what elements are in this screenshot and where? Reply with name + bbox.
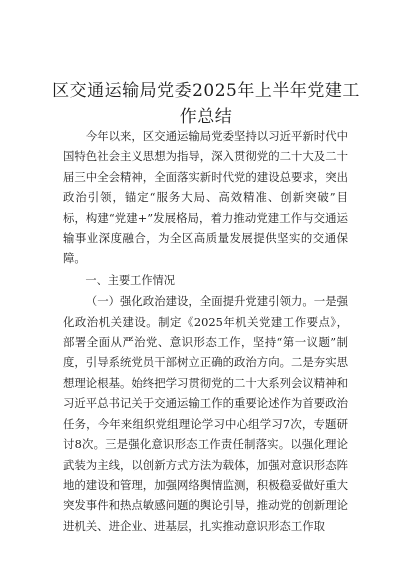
document-body xyxy=(63,126,348,536)
intro-paragraph: 今年以来，区交通运输局党委坚持以习近平新时代中国特色社会主义思想为指导，深入贯彻党的二十大及二十届三中全会精神，全面落实新时代党的建设总要求，突出政治引领，锚定“服务大局、高效精准、创新突破”目标，构建“党建+”发展格局，着力推动党建工作与交通运输事业深度融合，为全区高质量发展提供坚实的交通保障。 xyxy=(63,129,348,266)
section-heading: 一、主要工作情况 xyxy=(85,273,175,287)
section-paragraph: （一）强化政治建设，全面提升党建引领力。一是强化政治机关建设。制定《2025年机关党建工作要点》，部署全面从严治党、意识形态工作，坚持“第一议题”制度，引导系统党员干部树立正确的政治方向。二是夯实思想理论根基。始终把学习贯彻党的二十大系列会议精神和习近平总书记关于交通运输工作的重要论述作为首要政治任务，今年来组织党组理论学习中心组学习7次，专题研讨8次。三是强化意识形态工作责任制落实。以强化理论武装为主线，以创新方式方法为载体，加强对意识形态阵地的建设和管理，加强网络舆情监测，积极稳妥做好重大突发事件和热点敏感问题的舆论引导，推动党的创新理论进机关、进企业、进基层，扎实推动意识形态工作取 xyxy=(63,294,348,533)
document-title: 区交通运输局党委2025年上半年党建工作总结 xyxy=(52,81,360,127)
